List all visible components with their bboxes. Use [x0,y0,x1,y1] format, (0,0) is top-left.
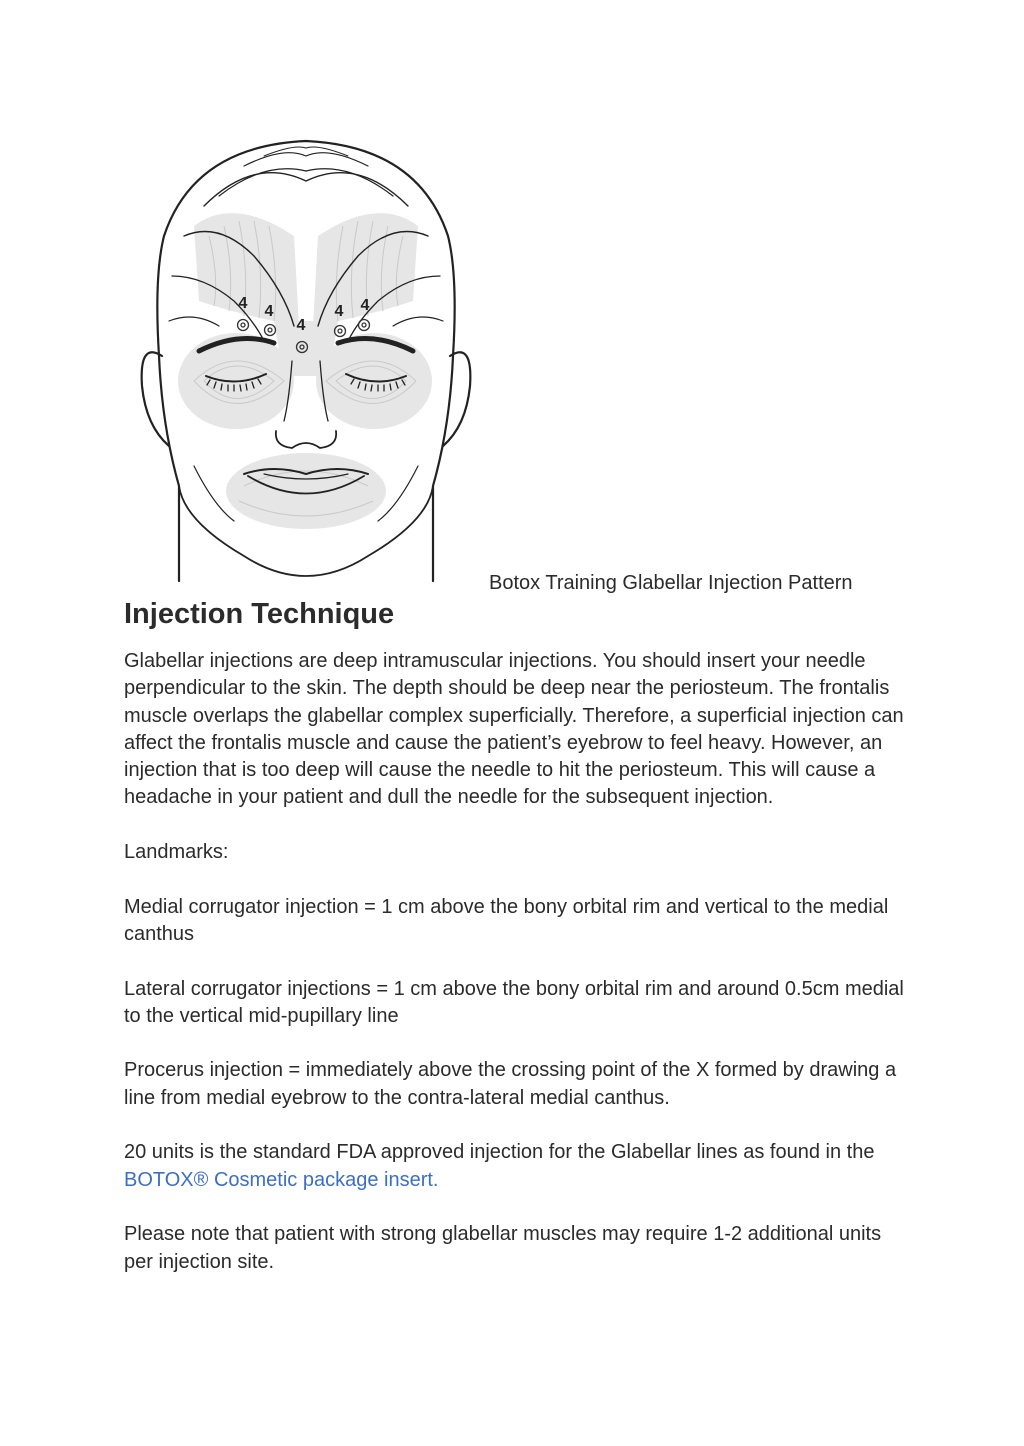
dose-label: 4 [238,295,248,312]
dose-label: 4 [334,303,344,320]
article-body [124,648,904,1303]
dose-label: 4 [296,317,306,334]
figure-row [124,126,904,596]
page-heading: Injection Technique [124,598,395,630]
medial-corrugator-paragraph: Medial corrugator injection = 1 cm above the bony orbital rim and vertical to the medial canthus [124,895,889,945]
procerus-paragraph: Procerus injection = immediately above the crossing point of the X formed by drawing a line from medial eyebrow to the contra-lateral medial canthus. [124,1059,897,1109]
landmarks-label: Landmarks: [124,841,229,864]
dose-label: 4 [360,297,370,314]
lateral-corrugator-paragraph: Lateral corrugator injections = 1 cm above the bony orbital rim and around 0.5cm medial to the vertical mid-pupillary line [124,977,904,1027]
technique-paragraph: Glabellar injections are deep intramuscular injections. You should insert your needle perpendicular to the skin. The depth should be deep near the periosteum. The frontalis muscle overlaps the glabellar complex superficially. Therefore, a superficial injection can affect the frontalis muscle and cause the patient’s eyebrow to feel heavy. However, an injection that is too deep will cause the needle to hit the periosteum. This will cause a headache in your patient and dull the needle for the subsequent injection. [124,650,904,809]
dose-label: 4 [264,303,274,320]
units-text: 20 units is the standard FDA approved injection for the Glabellar lines as found in the [124,1141,875,1164]
package-insert-link[interactable]: BOTOX® Cosmetic package insert. [124,1168,439,1191]
note-paragraph: Please note that patient with strong glabellar muscles may require 1-2 additional units per injection site. [124,1223,882,1273]
face-diagram-illustration [124,126,488,588]
units-paragraph [124,1139,904,1194]
figure-caption: Botox Training Glabellar Injection Pattern [489,572,853,594]
